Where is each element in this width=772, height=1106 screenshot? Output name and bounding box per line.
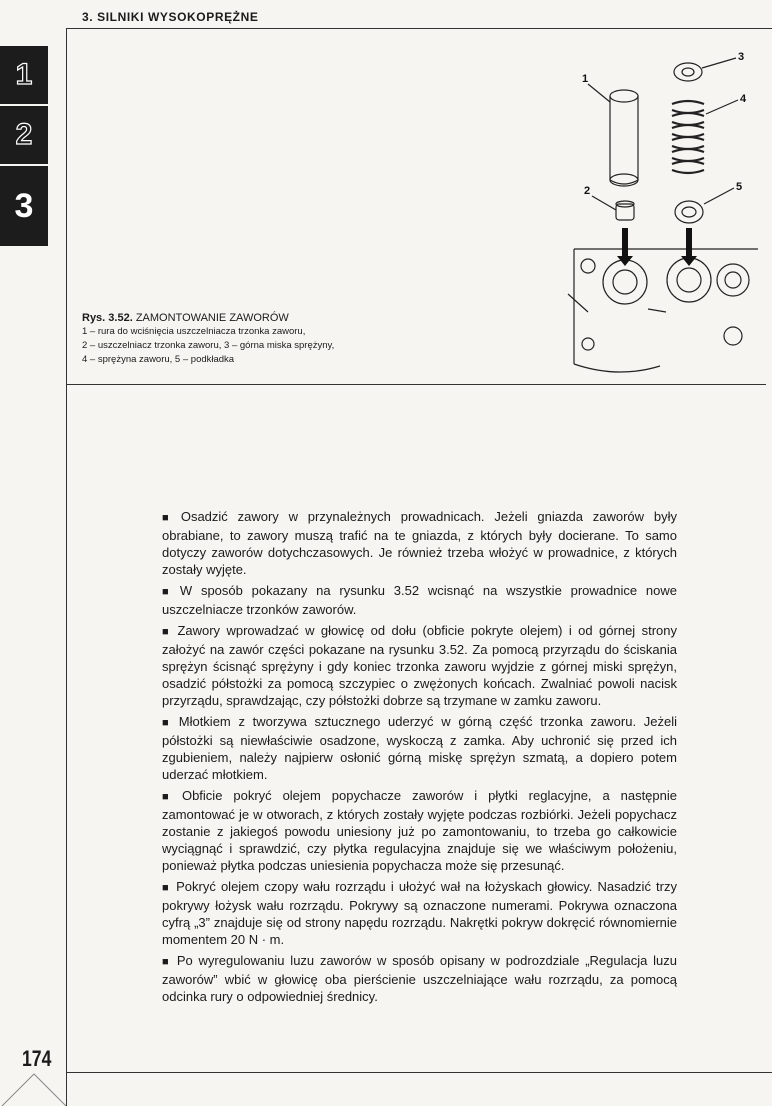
body-text <box>162 508 677 1009</box>
figure-label-5: 5 <box>736 181 743 193</box>
caption-line: 1 – rura do wciśnięcia uszczelniacza trzonka zaworu, <box>82 326 306 337</box>
caption-title <box>82 311 502 325</box>
caption-rule <box>66 384 766 385</box>
left-margin-rule <box>66 28 67 1106</box>
figure-label-2: 2 <box>584 185 591 197</box>
bottom-rule <box>66 1072 772 1073</box>
figure-label-4: 4 <box>740 93 747 105</box>
paragraph-text: Zawory wprowadzać w głowicę od dołu (obficie pokryte olejem) i od górnej strony założyć na zawór części pokazane na rysunku 3.52. Za pomocą przyrządu do ściskania sprężyn ścisnąć sprężyny i gdy koniec trzonka zaworu wyjdzie z górnej miski sprężyn, osadzić półstożki za pomocą szczypiec o zwężonych końcach. Zwalniać powoli nacisk przyrządu, sprawdzając, czy półstożki dobrze są trzymane w zamku zaworu. <box>162 623 677 708</box>
valve-assembly-figure <box>548 44 766 384</box>
bullet-icon: ■ <box>162 956 171 968</box>
chapter-title: 3. SILNIKI WYSOKOPRĘŻNE <box>82 10 259 24</box>
header-rule <box>66 28 772 29</box>
caption-line: 4 – sprężyna zaworu, 5 – podkładka <box>82 354 235 365</box>
paragraph-text: Obficie pokryć olejem popychacze zaworów i płytki reglacyjne, a następnie zamontować je w otworach, z których zostały wyjęte podczas rozbiórki. Jeżeli popychacz zostanie z jakiegoś powodu uniesiony już po zamontowaniu, to trzeba go całkowicie wyciągnąć i sprawdzić, czy płytka regulacyjna znajduje się we właściwym położeniu, ponieważ płytka podczas uniesienia popychacza może się przesunąć. <box>162 788 677 873</box>
figure-label-1: 1 <box>582 73 589 85</box>
paragraph <box>162 713 677 783</box>
caption-line: 2 – uszczelniacz trzonka zaworu, 3 – górna miska sprężyny, <box>82 340 335 351</box>
caption-figure-title: ZAMONTOWANIE ZAWORÓW <box>135 312 289 324</box>
page-number: 174 <box>22 1046 52 1071</box>
paragraph <box>162 787 677 874</box>
bullet-icon: ■ <box>162 791 176 803</box>
chapter-tab-1: 1 <box>0 46 48 104</box>
bullet-icon: ■ <box>162 717 173 729</box>
chapter-tab-2: 2 <box>0 106 48 164</box>
paragraph-text: Młotkiem z tworzywa sztucznego uderzyć w górną część trzonka zaworu. Jeżeli półstożki są niewłaściwie osadzone, wyskoczą z zamka. Aby uchronić się przed ich zgubieniem, należy najpierw osłonić górną miskę sprężyn szmatą, a dopiero potem uderzać młotkiem. <box>162 714 677 782</box>
paragraph-text: Osadzić zawory w przynależnych prowadnicach. Jeżeli gniazda zaworów były obrabiane, to zawory muszą trafić na te gniazda, z których były docierane. To samo dotyczy zaworów dotychczasowych. Je również trzeba włożyć w prowadnice, z których zostały wyjęte. <box>162 509 677 577</box>
bullet-icon: ■ <box>162 512 175 524</box>
bullet-icon: ■ <box>162 626 172 638</box>
caption-figure-number: Rys. 3.52. <box>82 312 133 324</box>
page-corner-decoration <box>0 1072 66 1106</box>
paragraph <box>162 582 677 618</box>
paragraph <box>162 508 677 578</box>
paragraph-text: Pokryć olejem czopy wału rozrządu i ułożyć wał na łożyskach głowicy. Nasadzić trzy pokrywy łożysk wału rozrządu. Pokrywy są oznaczone numerami. Pokrywa oznaczona cyfrą „3” znajduje się od strony napędu rozrządu. Nakrętki pokryw dokręcić równomiernie momentem 20 N · m. <box>162 879 677 947</box>
bullet-icon: ■ <box>162 586 174 598</box>
paragraph <box>162 622 677 709</box>
figure-label-3: 3 <box>738 51 745 63</box>
paragraph-text: W sposób pokazany na rysunku 3.52 wcisnąć na wszystkie prowadnice nowe uszczelniacze trzonków zaworów. <box>162 583 677 617</box>
paragraph <box>162 878 677 948</box>
bullet-icon: ■ <box>162 882 171 894</box>
paragraph <box>162 952 677 1005</box>
chapter-tab-3: 3 <box>0 166 48 246</box>
paragraph-text: Po wyregulowaniu luzu zaworów w sposób opisany w podrozdziale „Regulacja luzu zaworów” wbić w głowicę oba pierścienie uszczelniające wału rozrządu, za pomocą odcinka rury o odpowiedniej średnicy. <box>162 953 677 1004</box>
figure-caption <box>82 311 502 367</box>
